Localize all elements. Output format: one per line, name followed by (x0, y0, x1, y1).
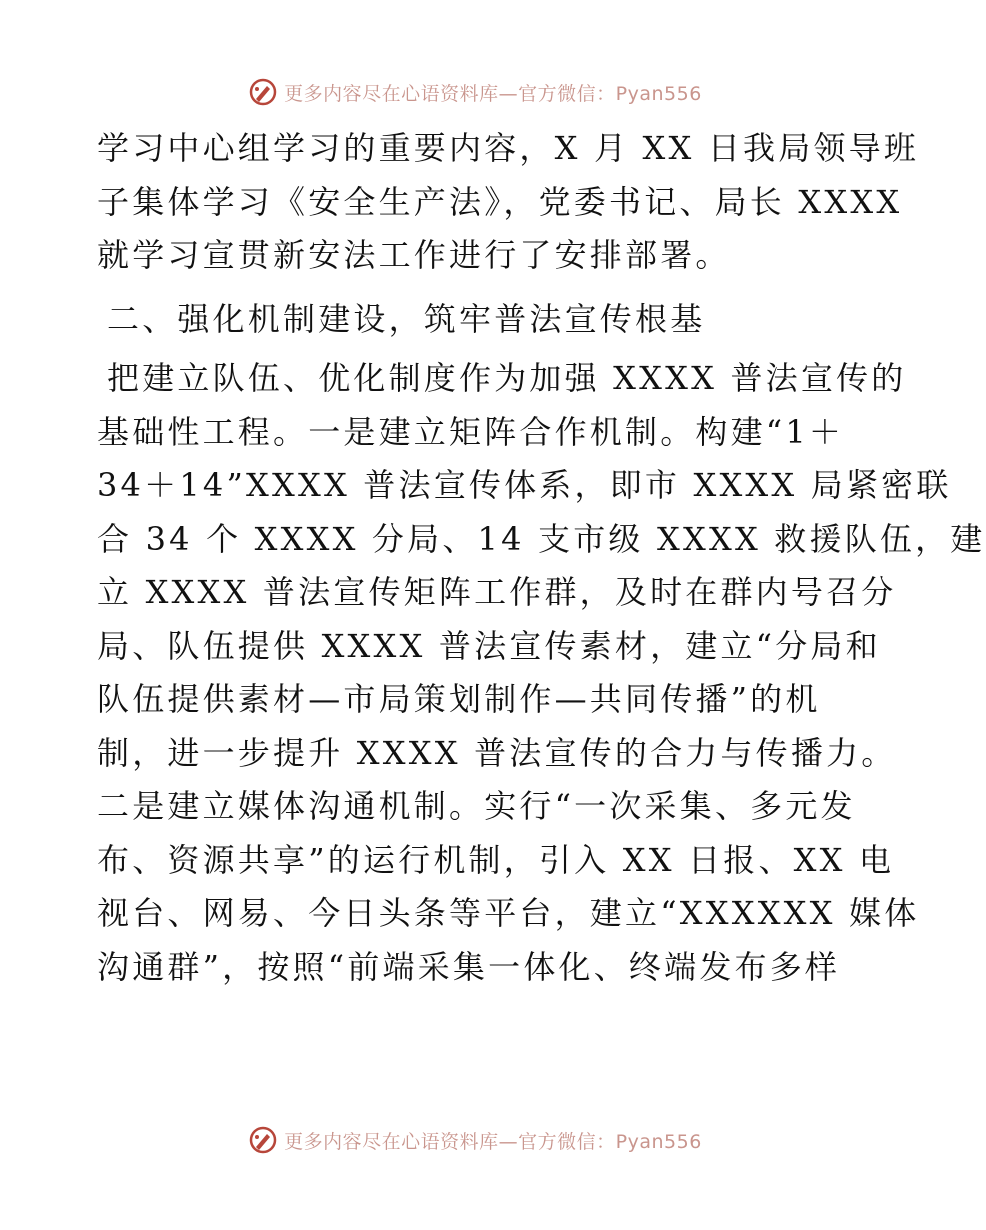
para2-line-12: 沟通群”，按照“前端采集一体化、终端发布多样 (97, 947, 841, 986)
watermark-text: 更多内容尽在心语资料库—官方微信：Pyan556 (284, 82, 702, 105)
para1-line-2: 子集体学习《安全生产法》，党委书记、局长 XXXX (97, 182, 903, 221)
watermark-header (0, 72, 950, 112)
para2-line-6: 局、队伍提供 XXXX 普法宣传素材，建立“分局和 (97, 626, 881, 665)
para2-line-8: 制，进一步提升 XXXX 普法宣传的合力与传播力。 (97, 733, 897, 772)
ink-pen-logo-icon (248, 77, 278, 107)
para2-line-10: 布、资源共享”的运行机制，引入 XX 日报、XX 电 (97, 840, 895, 879)
para2-line-4: 合 34 个 XXXX 分局、14 支市级 XXXX 救援队伍，建 (97, 519, 986, 558)
para2-line-5: 立 XXXX 普法宣传矩阵工作群，及时在群内号召分 (97, 573, 897, 611)
para2-line-1: 把建立队伍、优化制度作为加强 XXXX 普法宣传的 (107, 359, 907, 397)
watermark-text: 更多内容尽在心语资料库—官方微信：Pyan556 (284, 1130, 702, 1153)
para2-line-11: 视台、网易、今日头条等平台，建立“XXXXXX 媒体 (97, 894, 920, 932)
document-body (97, 122, 986, 994)
watermark-footer (0, 1120, 950, 1160)
para2-line-7: 队伍提供素材—市局策划制作—共同传播”的机 (97, 680, 821, 718)
para1-line-1: 学习中心组学习的重要内容，X 月 XX 日我局领导班 (97, 129, 920, 167)
ink-pen-logo-icon (248, 1125, 278, 1155)
section-heading-2: 二、强化机制建设，筑牢普法宣传根基 (107, 299, 706, 338)
para1-line-3: 就学习宣贯新安法工作进行了安排部署。 (97, 236, 731, 274)
para2-line-2: 基础性工程。一是建立矩阵合作机制。构建“1＋ (97, 412, 845, 451)
para2-line-9: 二是建立媒体沟通机制。实行“一次采集、多元发 (97, 787, 856, 825)
para2-line-3: 34＋14”XXXX 普法宣传体系，即市 XXXX 局紧密联 (97, 466, 952, 504)
